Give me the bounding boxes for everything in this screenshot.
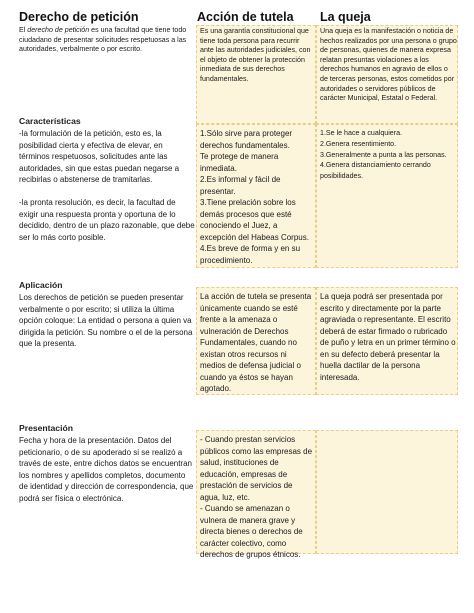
peticion-characteristics-a: -la formulación de la petición, esto es, la posibilidad cierta y efectiva de elevar, en términos respetuosos, solicitudes ante las autoridades, sin que estas puedan negarse a recibirlas o abstenerse de tramitarlas. xyxy=(19,129,182,184)
tutela-presentation: - Cuando prestan servicios públicos como las empresas de salud, instituciones de educación, empresas de prestación de servicios de agua, luz, etc. - Cuando se amenazan o vulnera de manera grave y directa bienes o derechos de carácter colectivo, como derechos de grupos étnicos. xyxy=(200,435,313,559)
tutela-application-box xyxy=(196,287,316,395)
tutela-definition: Es una garantía constitucional que tiene toda persona para recurrir ante las autoridades judiciales, con el objeto de obtener la protección inmediata de sus derechos fundamentales. xyxy=(200,27,313,83)
queja-definition: Una queja es la manifestación o noticia de hechos realizados por una persona o grupo de personas, quienes de manera expresa relatan presuntas violaciones a los derechos humanos en agravio de ellos o de terceras personas, estos cometidos por autoridades o servidores públicos de carácter Municipal, Estatal o Federal. xyxy=(320,27,459,103)
tutela-definition-box xyxy=(196,25,316,124)
tutela-presentation-box xyxy=(196,430,316,559)
peticion-presentation: Fecha y hora de la presentación. Datos del peticionario, o de su apoderado si se realizó a través de este, entre dichos datos se encuentran los nombres y apellidos completos, documento de identidad y dirección de correspondencia, que podrá ser física o electrónica. xyxy=(19,436,196,503)
section-title-presentacion: Presentación xyxy=(19,423,73,433)
section-title-aplicacion: Aplicación xyxy=(19,280,63,290)
queja-presentation-box xyxy=(316,430,458,554)
header-derecho-de-peticion: Derecho de petición xyxy=(19,10,139,24)
queja-characteristics: 1.Se le hace a cualquiera. 2.Genera resentimiento. 3.Generalmente a punta a las personas. 4.Genera distanciamiento cerrando posibilidades. xyxy=(320,129,447,181)
queja-application-box xyxy=(316,287,458,395)
header-accion-de-tutela: Acción de tutela xyxy=(197,10,294,24)
queja-application: La queja podrá ser presentada por escrito y directamente por la parte agraviada o representante. El escrito deberá de estar firmado o rubricado de puño y letra en un primer término o en su defecto deberá presentar la huella dactilar de la persona interesada. xyxy=(320,292,458,382)
tutela-characteristics: 1.Sólo sirve para proteger derechos fundamentales. Te protege de manera inmediata. 2.Es informal y fácil de presentar. 3.Tiene prelación sobre los demás procesos que esté conociendo el Juez, a excepción del Habeas Corpus. 4.Es breve de forma y en su procedimiento. xyxy=(200,129,309,265)
queja-definition-box xyxy=(316,25,458,124)
peticion-definition: El derecho de petición es una facultad que tiene todo ciudadano de presentar solicitudes respetuosas a las autoridades, verbalmente o por escrito. xyxy=(19,26,189,54)
tutela-characteristics-box xyxy=(196,124,316,268)
peticion-characteristics-b: -la pronta resolución, es decir, la facultad de exigir una respuesta pronta y oportuna de lo decidido, dentro de un plazo razonable, que debe ser lo más corto posible. xyxy=(19,198,195,242)
header-la-queja: La queja xyxy=(320,10,371,24)
peticion-application: Los derechos de petición se pueden presentar verbalmente o por escrito; si utiliza la última opción coloque: La entidad o persona a quien va dirigida la petición. Su nombre o el de la persona que la presenta. xyxy=(19,293,195,348)
section-title-caracteristicas: Características xyxy=(19,116,81,126)
tutela-application: La acción de tutela se presenta únicamente cuando se esté frente a la amenaza o vulneración de Derechos Fundamentales, cuando no existan otros recursos ni medios de defensa judicial o cuando ya éstos se hayan agotado. xyxy=(200,292,314,393)
queja-characteristics-box xyxy=(316,124,458,268)
